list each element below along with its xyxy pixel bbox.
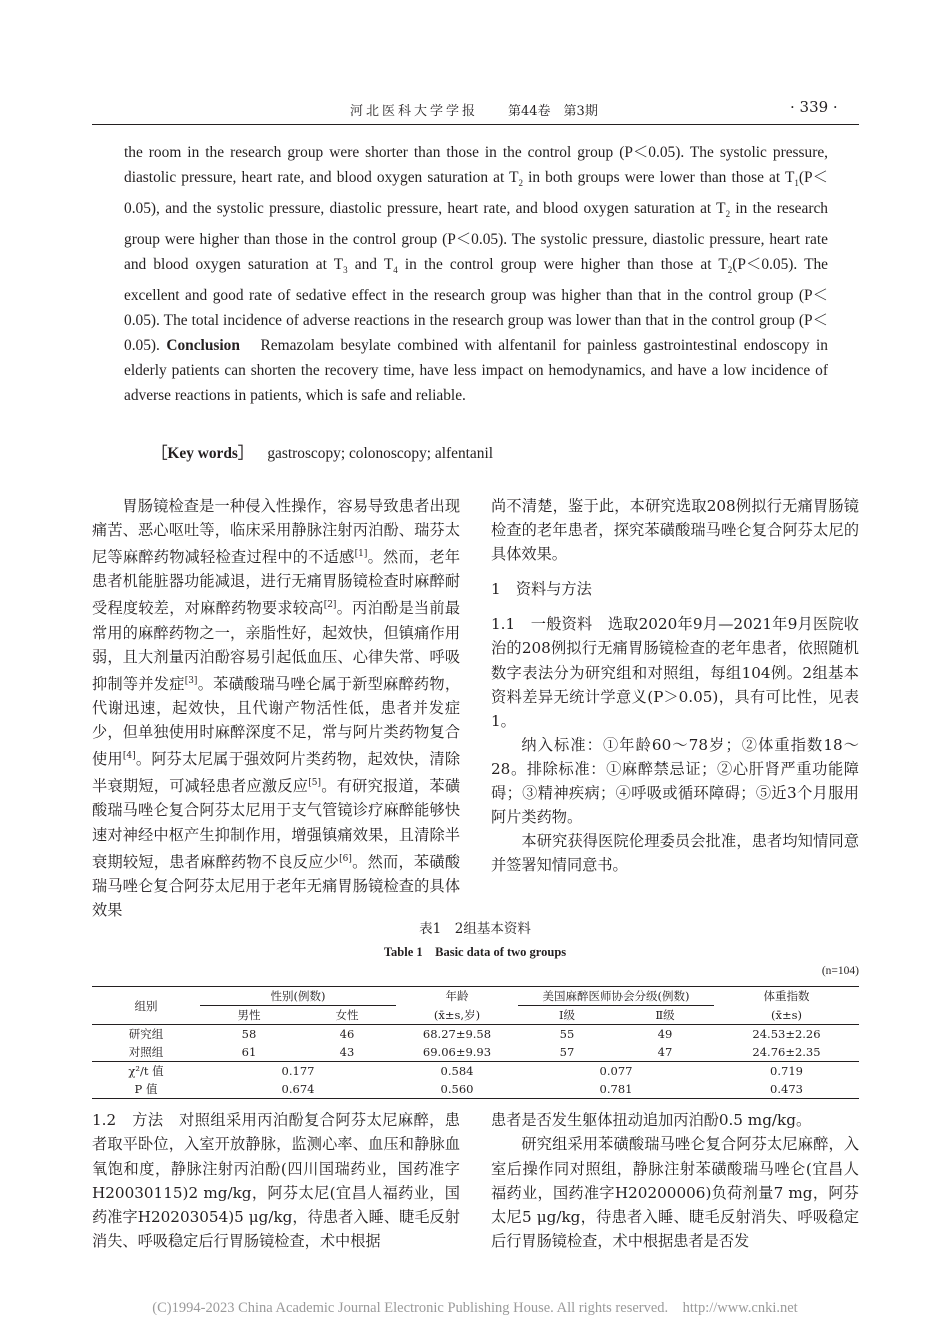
col-asa: 美国麻醉医师协会分级(例数) — [518, 987, 714, 1006]
citation: [6] — [339, 853, 352, 864]
cell-p-age: 0.560 — [396, 1080, 518, 1099]
cell-stat-age: 0.584 — [396, 1062, 518, 1081]
volume-issue: 第44卷 第3期 — [508, 104, 598, 119]
citation: [4] — [122, 751, 136, 762]
cell-p-label: P 值 — [92, 1080, 200, 1099]
citation: [3] — [184, 675, 198, 686]
table-title-cn: 表1 2组基本资料 — [419, 921, 531, 937]
col-bmi-unit: (x̄±s) — [771, 1007, 802, 1022]
subscript: 1 — [794, 178, 799, 189]
col-female: 女性 — [298, 1006, 396, 1025]
cell-age: 69.06±9.93 — [422, 1045, 492, 1059]
cell-female: 43 — [339, 1045, 355, 1059]
citation: [5] — [308, 778, 321, 789]
cell-stat-label: χ²/t 值 — [92, 1062, 200, 1081]
abstract-text: (P＜0.05). The excellent and good rate of sedative effect in the research group was higher than that in the control group (P＜0.05). The total incidence of adverse reactions in the research group was lower than that in the control group (P＜0.05). — [124, 256, 829, 355]
text: 。苯磺酸瑞马唑仑属于新型麻醉药物，代谢迅速，起效快，且代谢产物活性低，患者并发症少，但单独使用时麻醉深度不足，常与阿片类药物复合使用 — [92, 674, 461, 769]
col-male: 男性 — [200, 1006, 298, 1025]
subscript: 2 — [518, 178, 523, 189]
table-row — [92, 1025, 859, 1044]
cell-p-asa: 0.781 — [518, 1080, 714, 1099]
keywords-text: gastroscopy; colonoscopy; alfentanil — [267, 445, 494, 462]
col-sex: 性别(例数) — [200, 987, 396, 1006]
table-sample-size: (n=104) — [821, 965, 859, 977]
intro-continuation: 尚不清楚，鉴于此，本研究选取208例拟行无痛胃肠镜检查的老年患者，探究苯磺酸瑞马唑仑复合阿芬太尼的具体效果。 — [491, 497, 859, 564]
abstract-text: and T — [347, 256, 394, 274]
cell-stat-bmi: 0.719 — [714, 1062, 859, 1081]
col-age-unit: (x̄±s,岁) — [433, 1007, 481, 1022]
running-header — [0, 92, 950, 120]
research-group-paragraph: 研究组采用苯磺酸瑞马唑仑复合阿芬太尼麻醉，入室后操作同对照组，静脉注射苯磺酸瑞马唑仑(宜昌人福药业，国药准字H20200006)负荷剂量7 mg，阿芬太尼5 μg/kg，待患者入睡、睫毛反射消失、呼吸稳定后行胃肠镜检查，术中根据患者是否发 — [491, 1135, 859, 1251]
cell-bmi: 24.53±2.26 — [714, 1025, 859, 1044]
journal-name: 河北医科大学学报 — [350, 104, 479, 119]
text: 。有研究报道，苯磺酸瑞马唑仑复合阿芬太尼用于支气管镜诊疗麻醉能够快速对神经中枢产生抑制作用，增强镇痛效果，且清除半衰期较短，患者麻醉药物不良反应少 — [92, 777, 461, 871]
text: 。然而，老年患者机能脏器功能减退，进行无痛胃肠镜检查时麻醉耐受程度较差，对麻醉药物要求较高 — [92, 548, 461, 618]
table-row-stat — [92, 1062, 859, 1081]
keywords-label: ［Key words］ — [152, 445, 254, 462]
subsection-heading: 1.2 方法 — [92, 1111, 164, 1129]
page-number: · 339 · — [790, 98, 838, 116]
abstract-text: in the research group were higher than those in the control group (P＜0.05). The systolic pressure, diastolic pressure, heart rate and blood oxygen saturation at T — [124, 200, 828, 274]
table-row — [92, 1043, 859, 1062]
methods-right-column — [491, 1108, 859, 1254]
header-rule — [92, 124, 859, 125]
table-row-p — [92, 1080, 859, 1099]
cell-male: 58 — [200, 1025, 298, 1044]
cell-asa2: 47 — [657, 1045, 673, 1059]
abstract-text: the room in the research group were shorter than those in the control group (P＜0.05). The systolic pressure, diastolic pressure, heart rate, and blood oxygen saturation at T — [124, 144, 828, 186]
subscript: 4 — [393, 265, 398, 276]
cell-female: 46 — [298, 1025, 396, 1044]
text: 。丙泊酚是当前最常用的麻醉药物之一，亲脂性好，起效快，但镇痛作用弱，且大剂量丙泊酚容易引起低血压、心律失常、呼吸抑制等并发症 — [92, 599, 461, 693]
citation: [1] — [354, 549, 368, 560]
cell-stat-sex: 0.177 — [200, 1062, 396, 1081]
cell-male: 61 — [241, 1045, 257, 1059]
ethics-paragraph: 本研究获得医院伦理委员会批准，患者均知情同意并签署知情同意书。 — [491, 832, 859, 875]
keywords — [152, 441, 832, 466]
text: 胃肠镜检查是一种侵入性操作，容易导致患者出现痛苦、恶心呕吐等，临床采用静脉注射丙泊酚、瑞芬太尼等麻醉药物减轻检查过程中的不适感 — [92, 497, 460, 567]
col-group: 组别 — [92, 987, 200, 1025]
cell-bmi: 24.76±2.35 — [752, 1045, 821, 1059]
cell-p-sex: 0.674 — [200, 1080, 396, 1099]
col-age: 年龄 — [396, 987, 518, 1006]
methods-left-column — [92, 1108, 460, 1254]
text: 对照组采用丙泊酚复合阿芬太尼麻醉，患者取平卧位，入室开放静脉，监测心率、血压和静脉血氧饱和度，静脉注射丙泊酚(四川国瑞药业，国药准字H20030115)2 mg/kg，阿芬太尼(宜昌人福药业，国药准字H20203054)5 μg/kg，待患者入睡、睫毛反射消失、呼吸稳定后行胃肠镜检查，术中根据 — [92, 1111, 460, 1251]
cell-group: 对照组 — [128, 1045, 164, 1059]
table-title-en: Table 1 Basic data of two groups — [383, 945, 567, 959]
cell-age: 68.27±9.58 — [396, 1025, 518, 1044]
english-abstract — [124, 140, 828, 408]
cell-asa2: 49 — [616, 1025, 714, 1044]
basic-data-table — [92, 986, 859, 1099]
cell-stat-asa: 0.077 — [518, 1062, 714, 1081]
conclusion-text: Remazolam besylate combined with alfentanil for painless gastrointestinal endoscopy in elderly patients can shorten the recovery time, have less impact on hemodynamics, and have a low incidence of adverse reactions in patients, which is safe and reliable. — [124, 337, 828, 405]
col-asa2: Ⅱ级 — [616, 1006, 714, 1025]
intro-left-column — [92, 494, 460, 922]
intro-right-column — [491, 494, 859, 877]
subscript: 2 — [727, 265, 733, 276]
method-continuation: 患者是否发生躯体扭动追加丙泊酚0.5 mg/kg。 — [491, 1111, 812, 1129]
subscript: 3 — [343, 265, 348, 276]
general-info-paragraph — [491, 612, 859, 732]
abstract-text: (P＜0.05), and the systolic pressure, diastolic pressure, heart rate, and blood oxygen saturation at T — [124, 169, 828, 218]
method-paragraph — [92, 1108, 460, 1254]
cell-p-bmi: 0.473 — [714, 1080, 859, 1099]
criteria-paragraph: 纳入标准：①年龄60～78岁；②体重指数18～28。排除标准：①麻醉禁忌证；②心肝肾严重功能障碍；③精神疾病；④呼吸或循环障碍；⑤近3个月服用阿片类药物。 — [491, 735, 859, 827]
subscript: 2 — [725, 209, 731, 220]
text: 。阿芬太尼属于强效阿片类药物，起效快，清除半衰期短，可减轻患者应激反应 — [92, 750, 461, 796]
abstract-text: in both groups were lower than those at T — [522, 169, 795, 186]
text: 选取2020年9月—2021年9月医院收治的208例拟行无痛胃肠镜检查的老年患者，依照随机数字表法分为研究组和对照组，每组104例。2组基本资料差异无统计学意义(P＞0.05)，具有可比性，见表1。 — [491, 615, 859, 730]
citation: [2] — [323, 600, 337, 611]
cell-group: 研究组 — [92, 1025, 200, 1044]
text: 。然而，苯磺酸瑞马唑仑复合阿芬太尼用于老年无痛胃肠镜检查的具体效果 — [92, 852, 461, 919]
abstract-text: in the control group were higher than those at T — [397, 256, 728, 274]
subsection-heading: 1.1 一般资料 — [491, 615, 593, 634]
intro-paragraph — [92, 494, 460, 922]
cell-asa1: 57 — [559, 1045, 575, 1059]
copyright-footer: (C)1994-2023 China Academic Journal Electronic Publishing House. All rights reserved. http://www.cnki.net — [152, 1300, 798, 1316]
col-asa1: Ⅰ级 — [518, 1006, 616, 1025]
section-heading: 1 资料与方法 — [491, 580, 592, 599]
cell-asa1: 55 — [518, 1025, 616, 1044]
conclusion-label: Conclusion — [166, 337, 240, 355]
col-bmi: 体重指数 — [714, 987, 859, 1006]
